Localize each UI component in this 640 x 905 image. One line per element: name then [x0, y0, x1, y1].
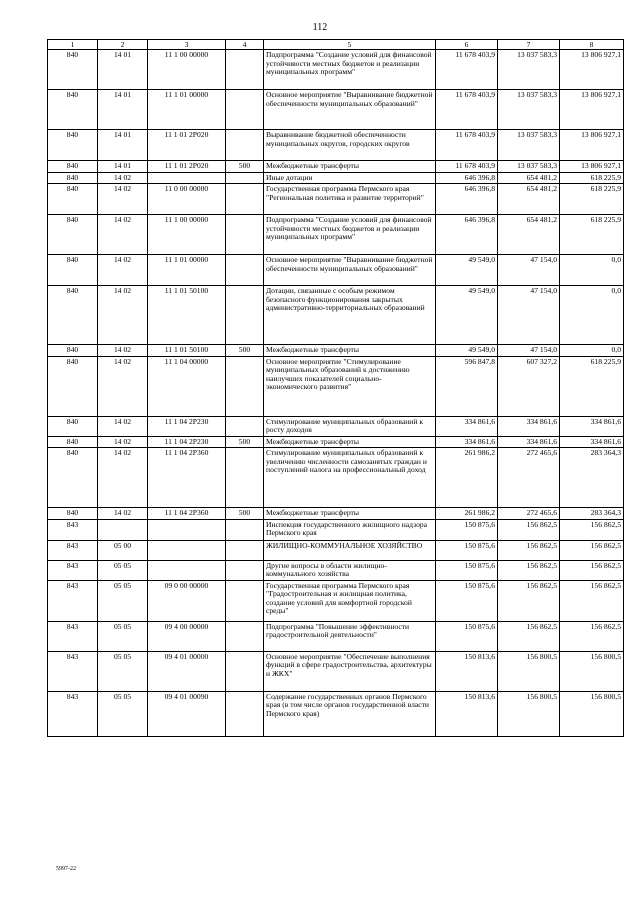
table-row — [48, 50, 624, 90]
amount-year3-cell: 156 862,5 — [560, 580, 624, 621]
section-code-cell: 14 02 — [98, 345, 148, 357]
description-cell: Подпрограмма "Повышение эффективности градостроительной деятельности" — [264, 621, 436, 651]
table-row — [48, 215, 624, 255]
target-item-cell: 11 1 00 00000 — [148, 215, 226, 255]
table-row — [48, 161, 624, 173]
expense-type-cell — [226, 286, 264, 345]
table-row — [48, 508, 624, 520]
table-row — [48, 621, 624, 651]
target-item-cell: 11 1 01 2P020 — [148, 161, 226, 173]
target-item-cell: 11 1 00 00000 — [148, 50, 226, 90]
table-row — [48, 184, 624, 215]
table-row — [48, 436, 624, 448]
amount-year3-cell: 618 225,9 — [560, 184, 624, 215]
table-row — [48, 519, 624, 540]
amount-year2-cell: 654 481,2 — [498, 172, 560, 184]
admin-code-cell: 840 — [48, 356, 98, 416]
table-row — [48, 540, 624, 560]
admin-code-cell: 840 — [48, 345, 98, 357]
admin-code-cell: 843 — [48, 540, 98, 560]
amount-year2-cell: 156 862,5 — [498, 540, 560, 560]
amount-year3-cell: 13 806 927,1 — [560, 161, 624, 173]
section-code-cell: 05 05 — [98, 621, 148, 651]
amount-year3-cell: 156 862,5 — [560, 519, 624, 540]
table-row — [48, 286, 624, 345]
target-item-cell: 09 4 01 00000 — [148, 651, 226, 691]
section-code-cell — [98, 519, 148, 540]
description-cell: Основное мероприятие "Обеспечение выполнения функций в сфере градостроительства, архитектуры и ЖКХ" — [264, 651, 436, 691]
amount-year2-cell: 156 862,5 — [498, 519, 560, 540]
amount-year1-cell: 49 549,0 — [436, 345, 498, 357]
description-cell: Иные дотации — [264, 172, 436, 184]
column-header: 6 — [436, 40, 498, 50]
description-cell: Подпрограмма "Создание условий для финансовой устойчивости местных бюджетов и реализации муниципальных программ" — [264, 50, 436, 90]
expense-type-cell — [226, 621, 264, 651]
admin-code-cell: 840 — [48, 448, 98, 508]
section-code-cell: 14 01 — [98, 130, 148, 161]
amount-year2-cell: 13 037 583,3 — [498, 50, 560, 90]
expense-type-cell — [226, 130, 264, 161]
description-cell: Межбюджетные трансферты — [264, 436, 436, 448]
expense-type-cell — [226, 691, 264, 736]
description-cell: Дотации, связанные с особым режимом безопасного функционирования закрытых административно-территориальных образований — [264, 286, 436, 345]
target-item-cell: 11 0 00 00000 — [148, 184, 226, 215]
table-row — [48, 560, 624, 580]
column-header: 8 — [560, 40, 624, 50]
target-item-cell: 11 1 01 2P020 — [148, 130, 226, 161]
expense-type-cell — [226, 519, 264, 540]
amount-year1-cell: 150 813,6 — [436, 691, 498, 736]
expense-type-cell — [226, 580, 264, 621]
admin-code-cell: 843 — [48, 519, 98, 540]
target-item-cell: 11 1 04 2P360 — [148, 508, 226, 520]
amount-year2-cell: 13 037 583,3 — [498, 130, 560, 161]
section-code-cell: 14 02 — [98, 215, 148, 255]
table-row — [48, 580, 624, 621]
table-row — [48, 172, 624, 184]
amount-year3-cell: 618 225,9 — [560, 172, 624, 184]
target-item-cell: 09 4 01 00090 — [148, 691, 226, 736]
section-code-cell: 14 02 — [98, 184, 148, 215]
expense-type-cell — [226, 184, 264, 215]
column-header: 2 — [98, 40, 148, 50]
amount-year2-cell: 334 861,6 — [498, 416, 560, 436]
description-cell: Содержание государственных органов Пермского края (в том числе органов государственной власти Пермского края) — [264, 691, 436, 736]
amount-year2-cell: 156 862,5 — [498, 621, 560, 651]
amount-year3-cell: 618 225,9 — [560, 356, 624, 416]
amount-year1-cell: 334 861,6 — [436, 416, 498, 436]
expense-type-cell — [226, 215, 264, 255]
section-code-cell: 05 05 — [98, 651, 148, 691]
target-item-cell: 11 1 04 2P230 — [148, 436, 226, 448]
target-item-cell — [148, 519, 226, 540]
section-code-cell: 14 02 — [98, 356, 148, 416]
amount-year3-cell: 334 861,6 — [560, 436, 624, 448]
amount-year2-cell: 654 481,2 — [498, 215, 560, 255]
description-cell: Государственная программа Пермского края "Градостроительная и жилищная политика, создание условий для комфортной городской среды" — [264, 580, 436, 621]
amount-year1-cell: 11 678 403,9 — [436, 50, 498, 90]
target-item-cell: 11 1 01 50100 — [148, 345, 226, 357]
amount-year3-cell: 156 800,5 — [560, 691, 624, 736]
target-item-cell: 11 1 04 00000 — [148, 356, 226, 416]
amount-year1-cell: 150 875,6 — [436, 540, 498, 560]
amount-year3-cell: 13 806 927,1 — [560, 90, 624, 130]
description-cell: Основное мероприятие "Выравнивание бюджетной обеспеченности муниципальных образований" — [264, 255, 436, 286]
expense-type-cell: 500 — [226, 345, 264, 357]
description-cell: Межбюджетные трансферты — [264, 345, 436, 357]
amount-year2-cell: 13 037 583,3 — [498, 161, 560, 173]
target-item-cell — [148, 172, 226, 184]
expense-type-cell — [226, 448, 264, 508]
section-code-cell: 14 02 — [98, 508, 148, 520]
section-code-cell: 14 02 — [98, 255, 148, 286]
amount-year1-cell: 646 396,8 — [436, 184, 498, 215]
amount-year2-cell: 156 862,5 — [498, 560, 560, 580]
amount-year1-cell: 49 549,0 — [436, 255, 498, 286]
amount-year3-cell: 13 806 927,1 — [560, 130, 624, 161]
amount-year1-cell: 150 875,6 — [436, 580, 498, 621]
description-cell: Другие вопросы в области жилищно-коммунального хозяйства — [264, 560, 436, 580]
amount-year3-cell: 334 861,6 — [560, 416, 624, 436]
amount-year1-cell: 11 678 403,9 — [436, 130, 498, 161]
admin-code-cell: 840 — [48, 184, 98, 215]
admin-code-cell: 840 — [48, 161, 98, 173]
header-row — [48, 40, 624, 50]
table-row — [48, 691, 624, 736]
amount-year1-cell: 150 875,6 — [436, 560, 498, 580]
amount-year2-cell: 156 862,5 — [498, 580, 560, 621]
expense-type-cell: 500 — [226, 436, 264, 448]
description-cell: Межбюджетные трансферты — [264, 508, 436, 520]
expense-type-cell — [226, 172, 264, 184]
section-code-cell: 14 02 — [98, 416, 148, 436]
table-row — [48, 130, 624, 161]
amount-year3-cell: 0,0 — [560, 255, 624, 286]
amount-year3-cell: 156 862,5 — [560, 621, 624, 651]
admin-code-cell: 840 — [48, 130, 98, 161]
expense-type-cell — [226, 356, 264, 416]
amount-year2-cell: 272 465,6 — [498, 448, 560, 508]
amount-year3-cell: 283 364,3 — [560, 448, 624, 508]
table-row — [48, 356, 624, 416]
description-cell: Государственная программа Пермского края "Региональная политика и развитие территорий" — [264, 184, 436, 215]
admin-code-cell: 840 — [48, 90, 98, 130]
amount-year2-cell: 272 465,6 — [498, 508, 560, 520]
target-item-cell — [148, 560, 226, 580]
section-code-cell: 14 01 — [98, 161, 148, 173]
expense-type-cell — [226, 50, 264, 90]
amount-year1-cell: 150 875,6 — [436, 621, 498, 651]
amount-year1-cell: 49 549,0 — [436, 286, 498, 345]
amount-year2-cell: 47 154,0 — [498, 255, 560, 286]
expense-type-cell — [226, 560, 264, 580]
amount-year2-cell: 156 800,5 — [498, 691, 560, 736]
amount-year3-cell: 0,0 — [560, 345, 624, 357]
amount-year1-cell: 261 986,2 — [436, 508, 498, 520]
target-item-cell: 11 1 01 00000 — [148, 255, 226, 286]
section-code-cell: 14 01 — [98, 90, 148, 130]
column-header: 5 — [264, 40, 436, 50]
description-cell: Стимулирование муниципальных образований к увеличению численности самозанятых граждан и поступлений налога на профессиональный доход — [264, 448, 436, 508]
target-item-cell: 09 4 00 00000 — [148, 621, 226, 651]
description-cell: Выравнивание бюджетной обеспеченности муниципальных округов, городских округов — [264, 130, 436, 161]
amount-year2-cell: 334 861,6 — [498, 436, 560, 448]
amount-year1-cell: 11 678 403,9 — [436, 90, 498, 130]
expense-type-cell: 500 — [226, 508, 264, 520]
admin-code-cell: 840 — [48, 255, 98, 286]
table-row — [48, 255, 624, 286]
column-header: 4 — [226, 40, 264, 50]
expense-type-cell — [226, 255, 264, 286]
amount-year3-cell: 156 800,5 — [560, 651, 624, 691]
table-row — [48, 448, 624, 508]
amount-year1-cell: 646 396,8 — [436, 172, 498, 184]
admin-code-cell: 840 — [48, 436, 98, 448]
admin-code-cell: 840 — [48, 50, 98, 90]
expense-type-cell — [226, 651, 264, 691]
section-code-cell: 05 05 — [98, 580, 148, 621]
admin-code-cell: 840 — [48, 416, 98, 436]
amount-year3-cell: 0,0 — [560, 286, 624, 345]
target-item-cell — [148, 540, 226, 560]
amount-year2-cell: 156 800,5 — [498, 651, 560, 691]
admin-code-cell: 840 — [48, 215, 98, 255]
column-header: 1 — [48, 40, 98, 50]
amount-year1-cell: 261 986,2 — [436, 448, 498, 508]
amount-year1-cell: 596 847,8 — [436, 356, 498, 416]
amount-year1-cell: 150 875,6 — [436, 519, 498, 540]
target-item-cell: 09 0 00 00000 — [148, 580, 226, 621]
admin-code-cell: 840 — [48, 508, 98, 520]
amount-year1-cell: 11 678 403,9 — [436, 161, 498, 173]
admin-code-cell: 843 — [48, 651, 98, 691]
target-item-cell: 11 1 01 50100 — [148, 286, 226, 345]
amount-year2-cell: 607 327,2 — [498, 356, 560, 416]
section-code-cell: 14 02 — [98, 436, 148, 448]
description-cell: Основное мероприятие "Выравнивание бюджетной обеспеченности муниципальных образований" — [264, 90, 436, 130]
admin-code-cell: 843 — [48, 560, 98, 580]
admin-code-cell: 843 — [48, 580, 98, 621]
amount-year3-cell: 13 806 927,1 — [560, 50, 624, 90]
target-item-cell: 11 1 01 00000 — [148, 90, 226, 130]
page-number: 112 — [312, 22, 328, 33]
section-code-cell: 14 02 — [98, 172, 148, 184]
section-code-cell: 05 05 — [98, 560, 148, 580]
section-code-cell: 05 05 — [98, 691, 148, 736]
amount-year1-cell: 646 396,8 — [436, 215, 498, 255]
amount-year3-cell: 618 225,9 — [560, 215, 624, 255]
column-header: 7 — [498, 40, 560, 50]
amount-year2-cell: 654 481,2 — [498, 184, 560, 215]
amount-year2-cell: 13 037 583,3 — [498, 90, 560, 130]
description-cell: Стимулирование муниципальных образований к росту доходов — [264, 416, 436, 436]
section-code-cell: 14 02 — [98, 286, 148, 345]
table-body — [48, 50, 624, 737]
section-code-cell: 05 00 — [98, 540, 148, 560]
amount-year3-cell: 156 862,5 — [560, 540, 624, 560]
admin-code-cell: 843 — [48, 691, 98, 736]
amount-year1-cell: 334 861,6 — [436, 436, 498, 448]
expense-type-cell — [226, 416, 264, 436]
amount-year1-cell: 150 813,6 — [436, 651, 498, 691]
expense-type-cell — [226, 90, 264, 130]
table-row — [48, 345, 624, 357]
amount-year3-cell: 283 364,3 — [560, 508, 624, 520]
expense-type-cell — [226, 540, 264, 560]
table-row — [48, 416, 624, 436]
column-header: 3 — [148, 40, 226, 50]
expense-type-cell: 500 — [226, 161, 264, 173]
description-cell: Подпрограмма "Создание условий для финансовой устойчивости местных бюджетов и реализации муниципальных программ" — [264, 215, 436, 255]
amount-year2-cell: 47 154,0 — [498, 286, 560, 345]
description-cell: Межбюджетные трансферты — [264, 161, 436, 173]
table-row — [48, 651, 624, 691]
description-cell: ЖИЛИЩНО-КОММУНАЛЬНОЕ ХОЗЯЙСТВО — [264, 540, 436, 560]
target-item-cell: 11 1 04 2P230 — [148, 416, 226, 436]
section-code-cell: 14 02 — [98, 448, 148, 508]
target-item-cell: 11 1 04 2P360 — [148, 448, 226, 508]
admin-code-cell: 843 — [48, 621, 98, 651]
description-cell: Инспекция государственного жилищного надзора Пермского края — [264, 519, 436, 540]
description-cell: Основное мероприятие "Стимулирование муниципальных образований к достижению наилучших показателей социально-экономического развития" — [264, 356, 436, 416]
admin-code-cell: 840 — [48, 172, 98, 184]
budget-table — [47, 39, 624, 737]
section-code-cell: 14 01 — [98, 50, 148, 90]
admin-code-cell: 840 — [48, 286, 98, 345]
amount-year2-cell: 47 154,0 — [498, 345, 560, 357]
footer-code: 5997-22 — [56, 866, 76, 872]
amount-year3-cell: 156 862,5 — [560, 560, 624, 580]
table-row — [48, 90, 624, 130]
